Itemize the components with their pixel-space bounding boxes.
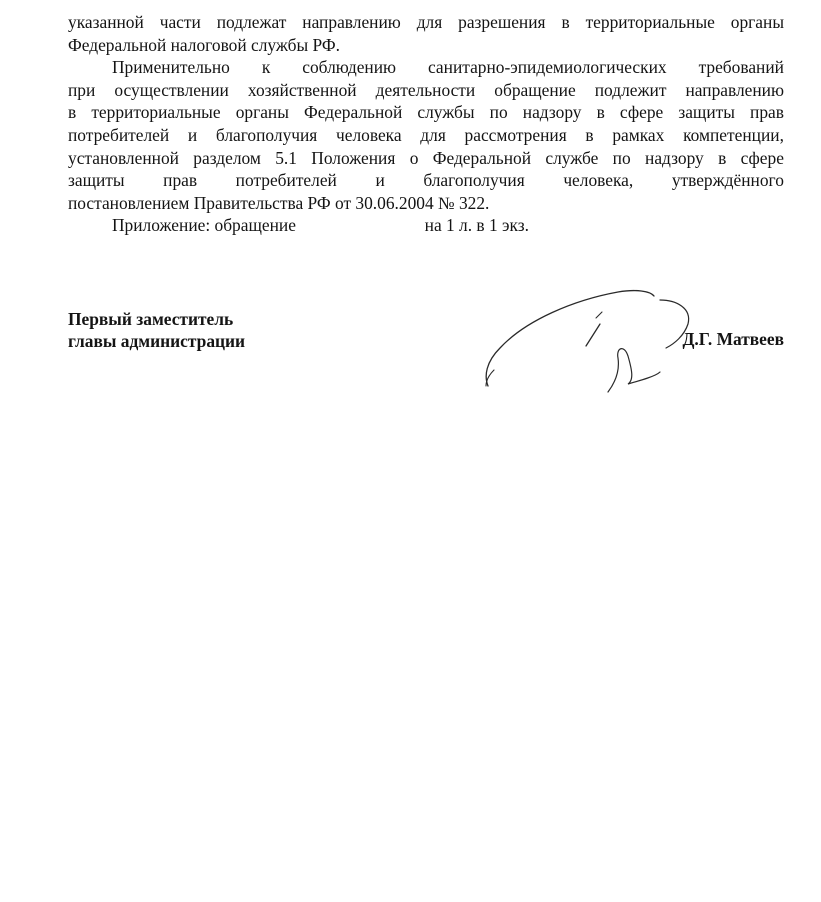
word: разделом <box>193 147 261 168</box>
word: Положения <box>311 147 396 168</box>
word: надзору <box>645 147 704 168</box>
paragraph-1-line-1 <box>68 11 784 34</box>
word: рассмотрения <box>464 124 567 145</box>
word: 5.1 <box>275 147 297 168</box>
word: указанной <box>68 12 144 32</box>
paragraph-2-line-5 <box>68 147 784 170</box>
word: сфере <box>740 147 784 168</box>
signer-title <box>68 308 245 352</box>
signer-title-line-2: главы администрации <box>68 331 246 351</box>
word: рамках <box>612 124 665 145</box>
word: соблюдению <box>302 57 397 78</box>
word: благополучия <box>215 124 318 145</box>
word: прав <box>163 170 198 191</box>
word: территориальные <box>91 102 221 123</box>
word: направлению <box>685 79 784 100</box>
word: по <box>612 147 631 168</box>
word: установленной <box>68 147 179 168</box>
attachment-suffix: на 1 л. в 1 экз. <box>424 215 529 236</box>
word: потребителей <box>235 170 337 191</box>
word: обращение <box>494 79 576 100</box>
word: подлежат <box>216 12 287 32</box>
word: защиты <box>678 102 735 123</box>
word: прав <box>750 102 784 123</box>
paragraph-2-line-2 <box>68 79 784 102</box>
word: по <box>489 102 508 123</box>
paragraph-2-line-4 <box>68 124 784 147</box>
paragraph-2-line-6 <box>68 169 784 192</box>
word: хозяйственной <box>247 79 357 100</box>
word: санитарно-эпидемиологических <box>428 57 667 78</box>
word: разрешения <box>458 12 546 32</box>
word: Применительно <box>112 57 230 78</box>
word: службы <box>417 102 475 123</box>
word: к <box>261 57 271 78</box>
word: человека <box>336 124 402 145</box>
word: потребителей <box>68 124 170 145</box>
word: части <box>159 12 201 32</box>
word: подлежит <box>594 79 667 100</box>
word: защиты <box>68 170 125 191</box>
word: органы <box>235 102 289 123</box>
attachment-line <box>68 214 784 237</box>
word: органы <box>730 12 784 32</box>
paragraph-2-line-1 <box>68 56 784 79</box>
word: в <box>585 124 594 145</box>
word: благополучия <box>423 170 525 191</box>
word: и <box>187 124 198 145</box>
word: службе <box>545 147 599 168</box>
redacted-area <box>300 218 420 236</box>
handwritten-signature <box>478 284 710 400</box>
word: в <box>68 102 77 123</box>
word: о <box>409 147 419 168</box>
word: Федеральной <box>304 102 403 123</box>
document-body <box>68 11 784 237</box>
word: территориальные <box>585 12 715 32</box>
paragraph-2-line-7: постановлением Правительства РФ от 30.06.2004 № 322. <box>68 192 490 213</box>
word: для <box>420 124 446 145</box>
word: в <box>561 12 570 32</box>
word: в <box>596 102 605 123</box>
word: осуществлении <box>114 79 229 100</box>
word: сфере <box>619 102 664 123</box>
word: в <box>718 147 727 168</box>
signer-name: Д.Г. Матвеев <box>682 329 784 349</box>
word: требований <box>698 57 784 78</box>
word: человека, <box>563 170 634 191</box>
word: деятельности <box>375 79 476 100</box>
word: при <box>68 79 96 100</box>
word: надзору <box>522 102 582 123</box>
word: и <box>375 170 385 191</box>
word: для <box>416 12 443 32</box>
attachment-prefix: Приложение: обращение <box>112 215 296 236</box>
word: Федеральной <box>432 147 532 168</box>
word: утверждённого <box>671 170 784 191</box>
paragraph-1-line-2: Федеральной налоговой службы РФ. <box>68 34 341 55</box>
signer-title-line-1: Первый заместитель <box>68 309 234 329</box>
word: направлению <box>302 12 401 32</box>
word: компетенции, <box>683 124 784 145</box>
paragraph-2-line-3 <box>68 101 784 124</box>
